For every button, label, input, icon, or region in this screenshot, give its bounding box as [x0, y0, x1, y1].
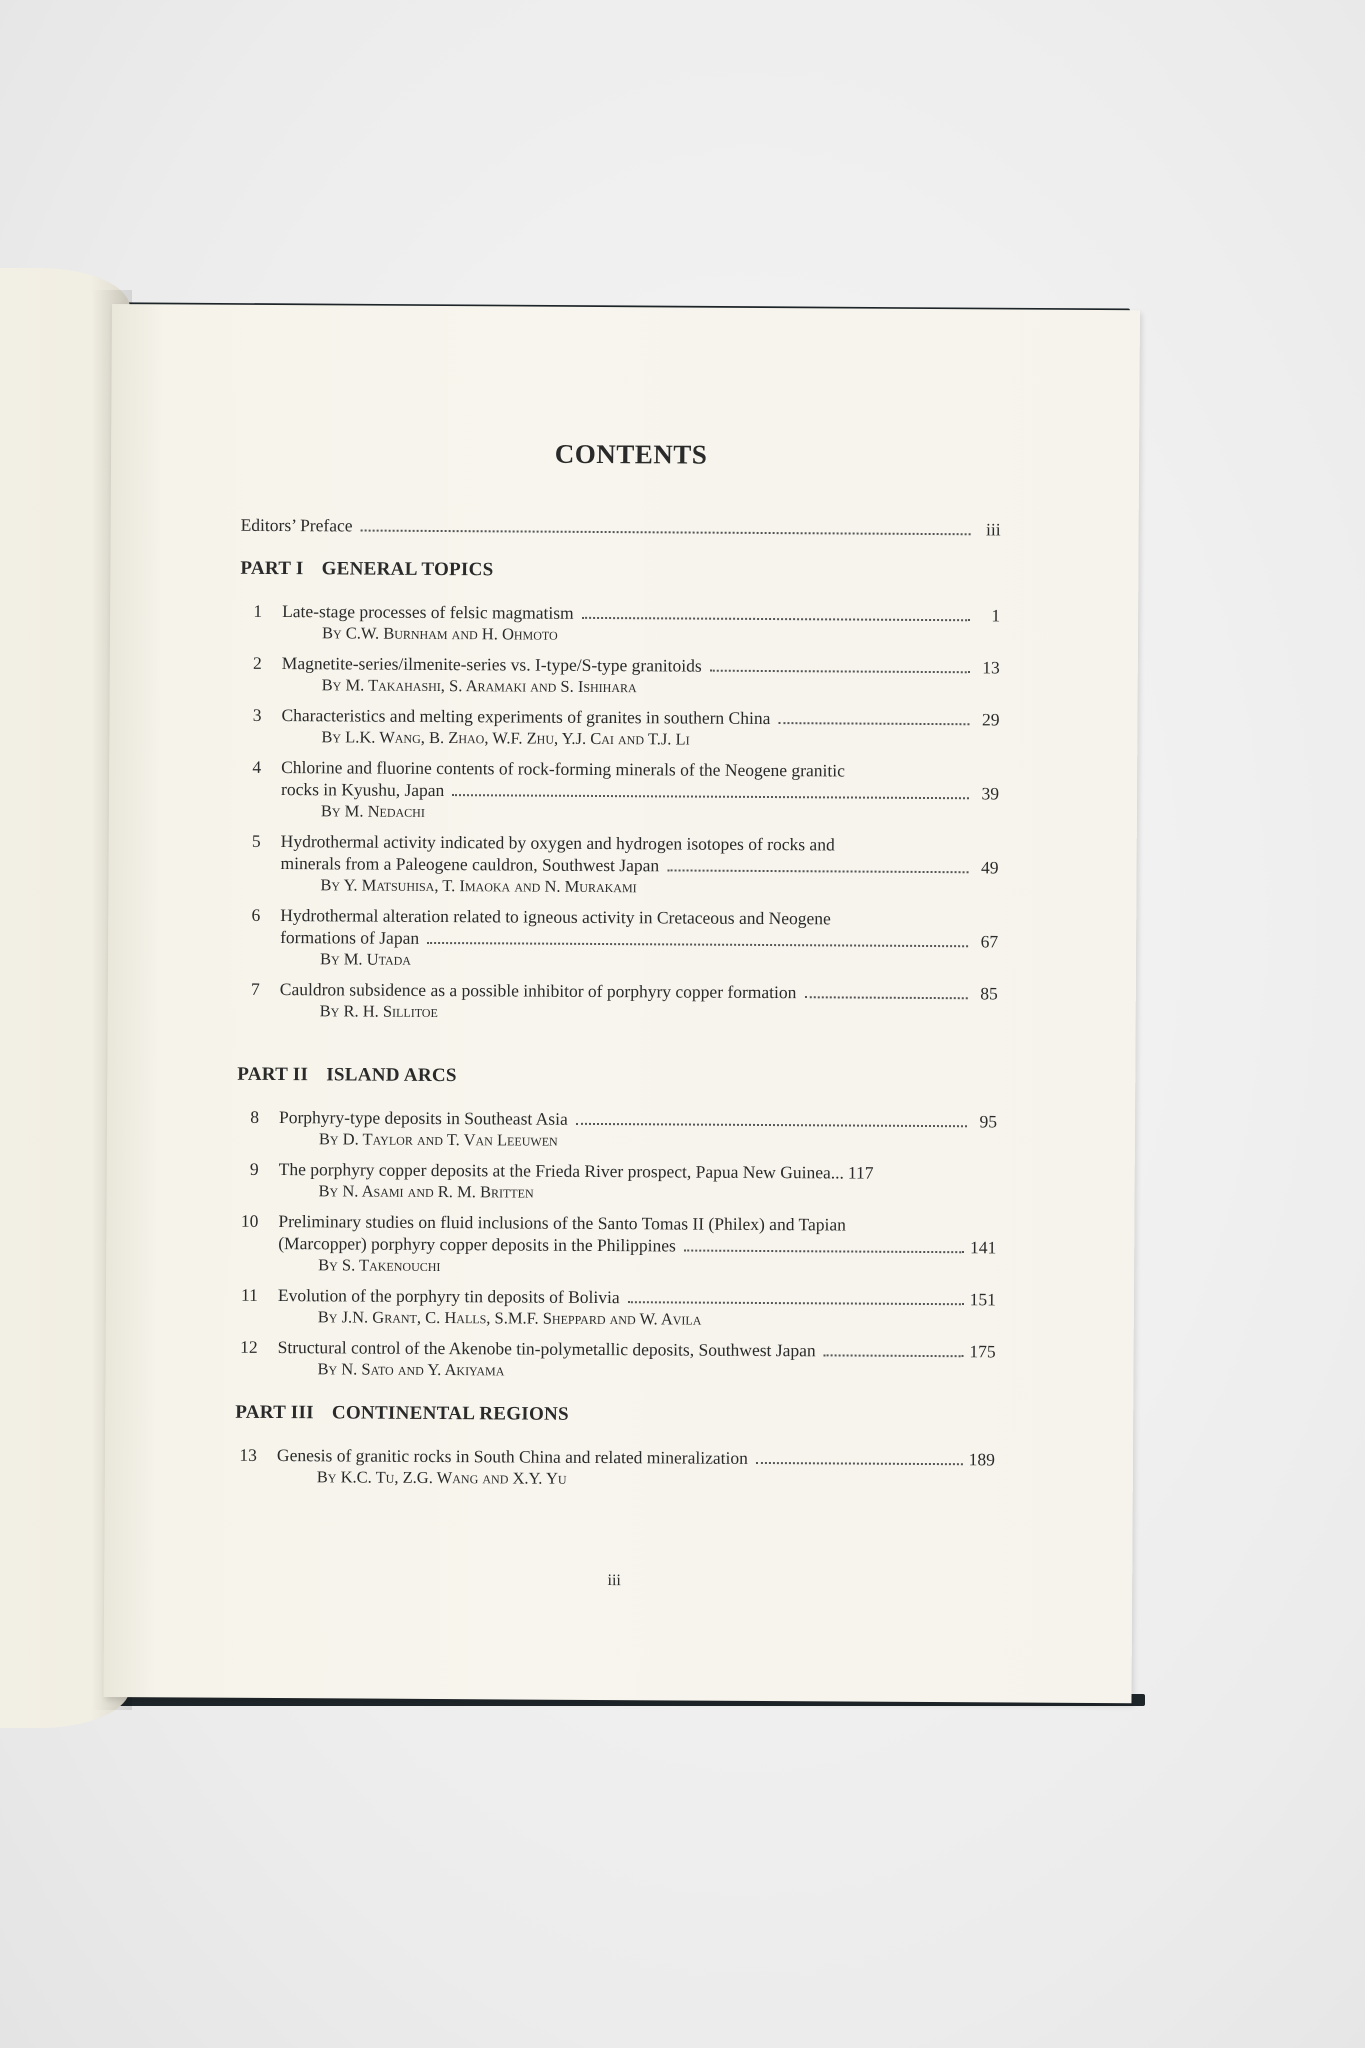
dot-leader	[452, 794, 969, 799]
chapter-authors: By K.C. Tu, Z.G. Wang and X.Y. Yu	[316, 1467, 567, 1488]
dot-leader	[582, 617, 970, 621]
toc-entry	[240, 600, 1000, 649]
chapter-number: 6	[251, 904, 261, 925]
page-folio: iii	[607, 1572, 621, 1590]
chapter-title: Porphyry-type deposits in Southeast Asia	[278, 1107, 568, 1129]
chapter-authors: By Y. Matsuhisa, T. Imaoka and N. Murakami	[320, 875, 637, 897]
part-heading	[237, 1064, 997, 1091]
chapter-title: Late-stage processes of felsic magmatism	[282, 601, 574, 623]
chapter-title-line: Preliminary studies on fluid inclusions of the Santo Tomas II (Philex) and Tapian	[278, 1211, 846, 1235]
chapter-authors: By D. Taylor and T. Van Leeuwen	[318, 1129, 558, 1150]
toc-entry	[239, 756, 999, 827]
page-number: 13	[982, 657, 1000, 678]
dot-leader	[778, 722, 969, 725]
chapter-number: 10	[240, 1210, 259, 1231]
chapter-authors: By L.K. Wang, B. Zhao, W.F. Zhu, Y.J. Cai and T.J. Li	[321, 727, 690, 749]
chapter-number: 12	[240, 1336, 258, 1357]
preface-label: Editors’ Preface	[240, 514, 353, 536]
chapter-number: 8	[250, 1106, 260, 1127]
page-number: 95	[979, 1111, 998, 1132]
toc-entry	[237, 1106, 997, 1155]
part-number: PART III	[235, 1401, 314, 1424]
page-number: 39	[981, 783, 1000, 804]
page-number: iii	[985, 519, 1001, 540]
dot-leader	[427, 942, 968, 947]
chapter-authors: By N. Sato and Y. Akiyama	[317, 1359, 505, 1380]
chapter-number: 13	[239, 1444, 258, 1465]
chapter-title-line: Hydrothermal activity indicated by oxygen and hydrogen isotopes of rocks and	[280, 831, 835, 855]
chapter-authors: By M. Takahashi, S. Aramaki and S. Ishihara	[321, 675, 637, 697]
page-number: 29	[981, 709, 1000, 730]
chapter-authors: By M. Utada	[319, 949, 412, 969]
page-number: 189	[968, 1449, 996, 1470]
toc-entry	[237, 1158, 997, 1207]
dot-leader	[804, 996, 967, 999]
dot-leader	[667, 869, 968, 873]
chapter-title: Magnetite-series/ilmenite-series vs. I-type/S-type granitoids	[281, 653, 702, 676]
chapter-number: 1	[253, 600, 263, 621]
chapter-number: 4	[252, 756, 262, 777]
chapter-title-line: Hydrothermal alteration related to igneous activity in Cretaceous and Neogene	[280, 905, 831, 929]
dot-leader	[710, 670, 970, 674]
chapter-authors: By C.W. Burnham and H. Ohmoto	[321, 623, 558, 644]
toc-entry	[239, 704, 999, 753]
toc-preface-row	[241, 514, 1001, 541]
chapter-number: 9	[249, 1158, 259, 1179]
chapter-number: 2	[252, 652, 262, 673]
dot-leader	[824, 1354, 964, 1357]
chapter-number: 5	[251, 830, 261, 851]
chapter-authors: By N. Asami and R. M. Britten	[318, 1181, 534, 1202]
chapter-number: 7	[251, 978, 260, 999]
dot-leader	[684, 1250, 964, 1254]
page-number: 85	[980, 983, 998, 1004]
chapter-authors: By J.N. Grant, C. Halls, S.M.F. Sheppard and W. Avila	[317, 1307, 702, 1329]
toc-entry	[235, 1336, 995, 1385]
part-heading	[240, 558, 1000, 585]
page-number: 1	[991, 605, 1001, 626]
chapter-title: The porphyry copper deposits at the Frieda River prospect, Papua New Guinea...	[278, 1159, 844, 1183]
chapter-number: 3	[252, 704, 262, 725]
chapter-title-continued: (Marcopper) porphyry copper deposits in the Philippines	[278, 1233, 676, 1256]
page-number: 49	[981, 857, 999, 878]
page-number: 117	[847, 1162, 874, 1183]
chapter-title: Genesis of granitic rocks in South China and related mineralization	[276, 1445, 748, 1468]
chapter-authors: By S. Takenouchi	[318, 1255, 441, 1276]
dot-leader	[361, 530, 971, 536]
chapter-title: Evolution of the porphyry tin deposits of Bolivia	[277, 1285, 620, 1308]
toc-entry	[235, 1444, 995, 1493]
toc-entry	[236, 1284, 996, 1333]
page-number: 141	[969, 1237, 997, 1258]
toc-entry	[238, 830, 998, 901]
part-number: PART II	[237, 1063, 309, 1086]
table-of-contents	[235, 437, 1001, 1501]
chapter-authors: By M. Nedachi	[320, 801, 425, 821]
chapter-title-line: Chlorine and fluorine contents of rock-forming minerals of the Neogene granitic	[281, 757, 845, 781]
toc-entry	[238, 978, 998, 1027]
page-number: 151	[969, 1289, 996, 1310]
page-title: CONTENTS	[554, 438, 708, 470]
chapter-title: Structural control of the Akenobe tin-polymetallic deposits, Southwest Japan	[277, 1337, 816, 1361]
chapter-title-continued: formations of Japan	[280, 927, 420, 948]
chapter-authors: By R. H. Sillitoe	[319, 1001, 438, 1022]
page-number: 67	[980, 931, 999, 952]
contents-page	[103, 304, 1139, 1703]
page-number: 175	[969, 1341, 996, 1362]
chapter-title-continued: rocks in Kyushu, Japan	[280, 779, 445, 801]
dot-leader	[628, 1301, 964, 1305]
toc-entry	[238, 904, 998, 975]
toc-entry	[236, 1210, 996, 1281]
part-title: CONTINENTAL REGIONS	[331, 1402, 570, 1425]
chapter-title-continued: minerals from a Paleogene cauldron, Southwest Japan	[280, 853, 660, 876]
part-title: ISLAND ARCS	[326, 1064, 457, 1087]
part-heading	[235, 1402, 995, 1429]
dot-leader	[576, 1123, 967, 1127]
part-number: PART I	[240, 557, 304, 580]
chapter-title: Cauldron subsidence as a possible inhibitor of porphyry copper formation	[279, 979, 797, 1003]
dot-leader	[756, 1462, 963, 1465]
toc-entry	[240, 652, 1000, 701]
part-title: GENERAL TOPICS	[321, 558, 494, 581]
chapter-title: Characteristics and melting experiments of granites in southern China	[281, 705, 771, 729]
chapter-number: 11	[241, 1284, 259, 1305]
